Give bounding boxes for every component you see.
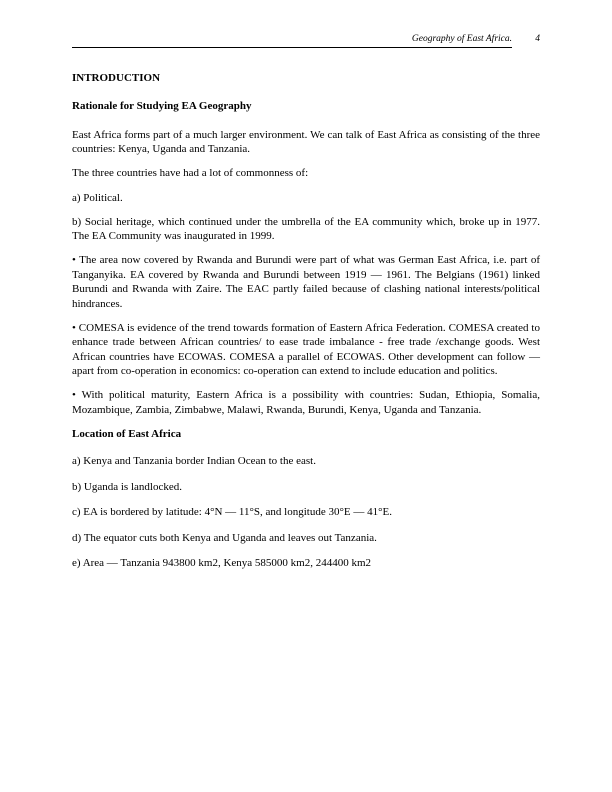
rationale-heading: Rationale for Studying EA Geography	[72, 100, 252, 113]
list-item: c) EA is bordered by latitude: 4°N — 11°S, and longitude 30°E — 41°E.	[72, 506, 392, 519]
document-body	[72, 71, 540, 581]
page-number: 4	[535, 34, 540, 44]
list-item: b) Social heritage, which continued under the umbrella of the EA community which, broke up in 1977. The EA Community was inaugurated in 1999.	[72, 215, 540, 243]
list-item: a) Kenya and Tanzania border Indian Ocean to the east.	[72, 455, 316, 468]
list-item: b) Uganda is landlocked.	[72, 480, 182, 493]
list-item: e) Area — Tanzania 943800 km2, Kenya 585000 km2, 244400 km2	[72, 556, 372, 569]
header-title: Geography of East Africa.	[411, 34, 512, 44]
list-item: a) Political.	[72, 191, 123, 204]
bullet-paragraph: • With political maturity, Eastern Africa is a possibility with countries: Sudan, Ethiopia, Somalia, Mozambique, Zambia, Zimbabwe, Malawi, Rwanda, Burundi, Kenya, Uganda and Tanzania.	[72, 389, 540, 416]
location-heading: Location of East Africa	[72, 427, 182, 440]
bullet-paragraph: • COMESA is evidence of the trend towards formation of Eastern Africa Federation. COMESA created to enhance trade between African countries/ to ease trade imbalance - free trade /exchange goods. West African countries have ECOWAS. COMESA a parallel of ECOWAS. Other development can follow — apart from co-operation in economics: co-operation can extend to include education and politics.	[72, 321, 540, 378]
list-item: d) The equator cuts both Kenya and Uganda and leaves out Tanzania.	[72, 531, 377, 544]
paragraph: The three countries have had a lot of commonness of:	[72, 167, 309, 180]
paragraph: East Africa forms part of a much larger environment. We can talk of East Africa as consisting of the three countries: Kenya, Uganda and Tanzania.	[72, 128, 540, 156]
introduction-heading: INTRODUCTION	[72, 72, 161, 84]
page-header	[72, 34, 540, 47]
header-divider	[72, 47, 512, 48]
bullet-paragraph: • The area now covered by Rwanda and Burundi were part of what was German East Africa, i.e. part of Tanganyika. EA covered by Rwanda and Burundi between 1919 — 1961. The Belgians (1961) linked Burundi and Rwanda with Zaire. The EAC partly failed because of clashing national interests/political hindrances.	[72, 254, 540, 310]
